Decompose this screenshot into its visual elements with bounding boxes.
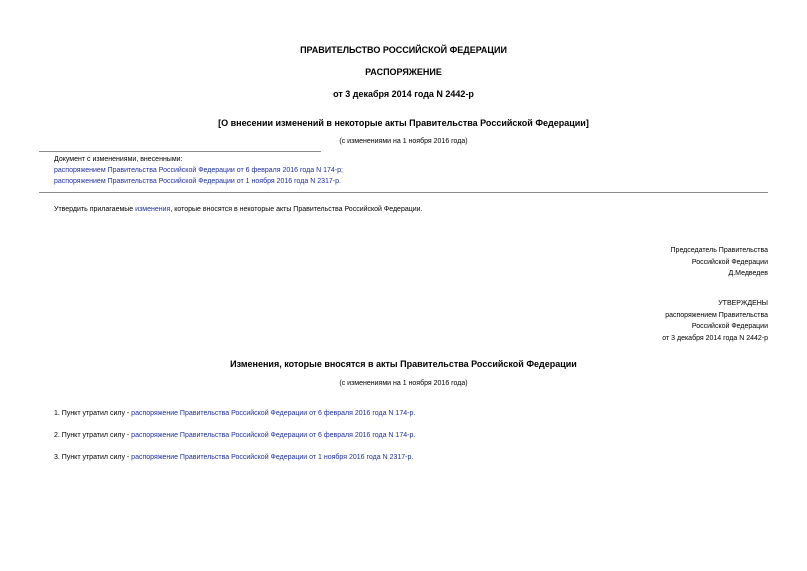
- approve-text-before: Утвердить прилагаемые: [54, 206, 136, 213]
- doc-type-heading: РАСПОРЯЖЕНИЕ: [365, 67, 442, 77]
- approve-paragraph: [54, 206, 423, 213]
- change-item-1: [54, 410, 415, 417]
- doc-title: [О внесении изменений в некоторые акты Правительства Российской Федерации]: [218, 118, 589, 128]
- approved-line-4: от 3 декабря 2014 года N 2442-р: [662, 334, 768, 342]
- revision-note: (с изменениями на 1 ноября 2016 года): [339, 138, 468, 145]
- change-item-2-link[interactable]: распоряжение Правительства Российской Федерации от 6 февраля 2016 года N 174-р.: [131, 432, 416, 439]
- approve-changes-link[interactable]: изменения: [135, 206, 171, 213]
- amendments-bottom-rule: [39, 192, 768, 193]
- amendment-link-2[interactable]: распоряжением Правительства Российской Федерации от 1 ноября 2016 года N 2317-р.: [54, 178, 341, 185]
- org-heading: ПРАВИТЕЛЬСТВО РОССИЙСКОЙ ФЕДЕРАЦИИ: [300, 45, 507, 55]
- change-item-2: [54, 432, 415, 439]
- changes-title: Изменения, которые вносятся в акты Правительства Российской Федерации: [230, 359, 577, 369]
- approve-text-after: , которые вносятся в некоторые акты Правительства Российской Федерации.: [170, 206, 423, 213]
- approved-line-1: УТВЕРЖДЕНЫ: [718, 300, 768, 307]
- doc-date-number: от 3 декабря 2014 года N 2442-р: [333, 89, 474, 99]
- approved-line-3: Российской Федерации: [691, 323, 768, 330]
- changes-revision-note: (с изменениями на 1 ноября 2016 года): [339, 380, 468, 387]
- approved-block: [662, 298, 768, 344]
- change-item-1-link[interactable]: распоряжение Правительства Российской Федерации от 6 февраля 2016 года N 174-р.: [131, 410, 416, 417]
- amendments-top-rule: [39, 151, 321, 152]
- change-item-2-prefix: 2. Пункт утратил силу -: [54, 432, 132, 439]
- signature-line-2: Российской Федерации: [691, 258, 768, 266]
- change-item-3-prefix: 3. Пункт утратил силу -: [54, 454, 132, 461]
- amendment-link-1[interactable]: распоряжением Правительства Российской Федерации от 6 февраля 2016 года N 174-р;: [54, 167, 343, 174]
- signature-line-1: Председатель Правительства: [670, 247, 768, 254]
- change-item-3-link[interactable]: распоряжение Правительства Российской Федерации от 1 ноября 2016 года N 2317-р.: [131, 454, 414, 461]
- change-item-3: [54, 454, 413, 461]
- signature-block: [671, 245, 768, 280]
- change-item-1-prefix: 1. Пункт утратил силу -: [54, 410, 132, 417]
- amendments-intro: Документ с изменениями, внесенными:: [54, 156, 183, 163]
- signature-line-3: Д.Медведев: [728, 270, 768, 277]
- approved-line-2: распоряжением Правительства: [665, 311, 768, 319]
